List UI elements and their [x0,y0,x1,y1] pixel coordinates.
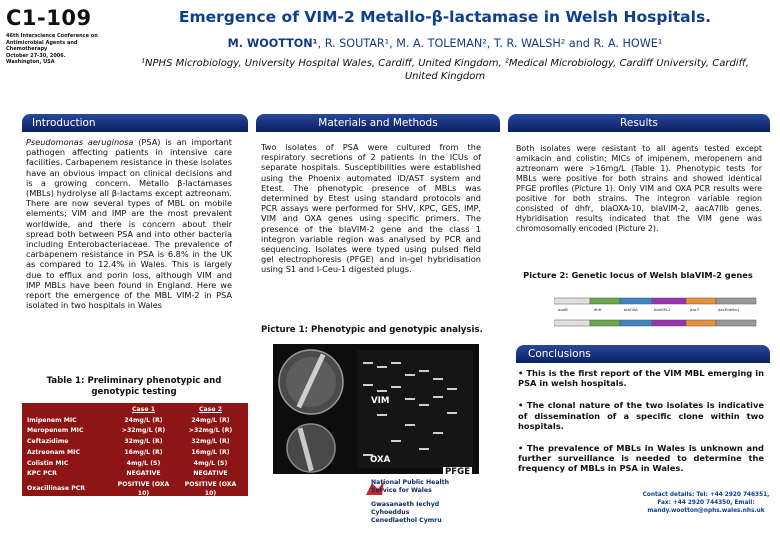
results-table [26,405,244,531]
table-row-label: Meropenem MIC [27,427,84,435]
table-row-label: VIM PCR [27,511,57,519]
conclusion-text: The clonal nature of the two isolates is indicative of dissemination of a specific clone within two hospitals. [518,400,764,431]
author: M. WOOTTON¹ [227,37,318,50]
author: R. A. HOWE¹ [593,37,663,50]
author: R. SOUTAR¹ [324,37,390,50]
table-row-label: Ceftazidime [27,438,69,446]
table-cell: POSITIVE (OXA 10) [117,480,170,497]
table-row [26,480,244,499]
locus-row-2 [554,320,756,326]
table-cell: 24mg/L (R) [124,416,163,424]
conference-line: Chemotherapy [6,46,48,52]
table-cell: >32mg/L (R) [188,427,233,435]
oxa-label: OXA [370,455,391,465]
table-header: Case 1 [131,406,156,413]
table-row [26,426,244,437]
gene-label: qacEdelta1 [718,307,740,312]
table-row-label: Colistin MIC [27,459,69,467]
table-row [26,510,244,521]
pfge-label: PFGE [445,467,471,477]
affiliations [112,57,778,83]
table-cell: 16mg/L (R) [191,448,230,456]
author-list: M. WOOTTON¹, R. SOUTAR¹, M. A. TOLEMAN², T. R. WALSH² and R. A. HOWE¹ [227,37,663,50]
table-cell: 24mg/L (R) [191,416,230,424]
gene-label: aac7 [690,307,700,312]
methods-heading: Materials and Methods [256,114,500,132]
poster-title: Emergence of VIM-2 Metallo-β-lactamase in Welsh Hospitals. [178,8,712,26]
table-row [26,499,244,510]
table-cell: NEGATIVE [126,500,161,508]
conference-info [6,33,118,66]
table-header: Case 2 [198,406,223,413]
table-row-label: Imipenem MIC [27,416,77,424]
table-cell: NEGATIVE [193,521,228,529]
table-row [26,469,244,480]
table-row [26,521,244,532]
table-row-label: GES PCR [27,521,57,529]
conclusion-item: • The clonal nature of the two isolates is indicative of dissemination of a specific clone within two hospitals. [518,400,764,431]
contact-details: Contact details: Tel: +44 2920 746351, Fax: +44 2920 744350, Email: mandy.wootton@nphs.wales.nhs.uk [642,492,770,514]
conference-line: October 27-30, 2006. [6,52,66,59]
conclusions-list [518,368,764,474]
table-row-label: Oxacillinase PCR [27,485,86,493]
picture1-caption: Picture 1: Phenotypic and genotypic analysis. [261,325,483,335]
results-heading: Results [508,114,770,132]
logo-line: National Public Health [371,479,450,486]
table-row [26,459,244,470]
table-cell: NEGATIVE [193,470,228,478]
conclusion-item: • The prevalence of MBLs in Wales is unknown and further surveillance is needed to determine the frequency of MBLs in PSA in Wales. [518,443,764,474]
table-cell: POSITIVE [194,511,227,519]
table1-panel [22,403,248,529]
table-row [26,448,244,459]
table-header-row [26,405,244,416]
conference-line: Washington, USA [6,59,55,65]
conclusion-item: • This is the first report of the VIM MBL emerging in PSA in welsh hospitals. [518,368,764,389]
conference-line: 46th Interscience Conference on [6,33,98,39]
table-cell: NEGATIVE [126,470,161,478]
locus-row-1 [554,298,756,304]
gene-label: dhfr [594,307,602,312]
conclusions-heading: Conclusions [516,345,770,363]
logo-line: Service for Wales [371,487,432,494]
logo-line: Gwasanaeth Iechyd Cyhoeddus [371,501,440,516]
introduction-body: (PSA) is an important pathogen affecting patients in intensive care facilities. Carbapenem resistance in these isolates have an obvious impact on clinical decisions and is a growing concern. Metallo β-lactamases (MBLs) hydrolyse all β-lactams except aztreonam. There are now several types of MBL on mobile elements; VIM and IMP are the most prevalent worldwide, and there is concern about their spread both between PSA and into other bacteria including Enterobacteriaceae. The prevalence of carbapenem resistance in PSA is 6.8% in the UK as compared to 12.4% in Wales. This is largely due to efflux and porin loss, although VIM and IMP MBLs have been found in England. Here we report the emergence of the MBL VIM-2 in PSA isolated in two hospitals in Wales [26,137,233,311]
table-row-label: Aztreonam MIC [27,448,81,456]
table-row [26,416,244,427]
organism-name: Pseudomonas aeruginosa [26,137,134,147]
table1-caption: Table 1: Preliminary phenotypic and genotypic testing [46,376,222,397]
logo-line: Cenedlaethol Cymru [371,517,442,524]
genetic-locus-diagram [554,294,758,340]
table-cell: NEGATIVE [193,500,228,508]
table-cell: 16mg/L (R) [124,448,163,456]
methods-text: Two isolates of PSA were cultured from the respiratory secretions of 2 patients in the ICUs of separate hospitals. Susceptibilities were established using the Phoenix automated ID/AST system and Etest. The phenotypic presence of MBLs was determined by Etest using standard protocols and PCR assays were performed for SHV, KPC, GES, IMP, VIM and OXA genes using specific primers. The presence of the blaVIM-2 gene and the class 1 integron variable region was analysed by PCR and sequencing. Isolates were typed using pulsed field gel electrophoresis (PFGE) and in-gel hybridisation using S1 and I-Ceu-1 digested plugs. [261,142,481,275]
gene-label: blaVIM-2 [654,307,671,312]
table-row-label: IMP PCR [27,500,56,508]
gene-label: blaOXA [624,307,638,312]
table-cell: >32mg/L (R) [121,427,166,435]
conclusion-text: This is the first report of the VIM MBL emerging in PSA in welsh hospitals. [518,368,764,389]
affiliation-line: United Kingdom [404,71,486,82]
table-cell: 32mg/L (R) [191,438,230,446]
table-cell: 4mg/L (S) [126,459,161,467]
table-cell: POSITIVE [127,511,160,519]
introduction-heading: Introduction [22,114,248,132]
vim-label: VIM [371,396,390,406]
introduction-text [26,137,232,310]
table-cell: POSITIVE (OXA 10) [184,480,237,497]
conference-line: Antimicrobial Agents and [6,39,78,46]
poster-code: C1-109 [6,6,92,30]
table-row [26,437,244,448]
author: M. A. TOLEMAN² [396,37,487,50]
affiliation-line: ¹NPHS Microbiology, University Hospital Wales, Cardiff, United Kingdom, ²Medical Microbiology, Cardiff University, Cardiff, [141,58,749,69]
table-row-label: KPC PCR [27,470,57,478]
table-header [26,405,110,416]
conclusion-text: The prevalence of MBLs in Wales is unknown and further surveillance is needed to determine the frequency of MBLs in PSA in Wales. [518,443,764,474]
picture2 [554,294,758,340]
author: T. R. WALSH² [493,37,566,50]
results-text: Both isolates were resistant to all agents tested except amikacin and colistin; MICs of imipenem, meropenem and aztreonam were >16mg/L (Table 1). Phenotypic tests for MBLs were positive for both strains and showed identical PFGE profiles (Picture 1). Only VIM and OXA PCR results were positive for both strains. The integron variable region consisted of dhfr, blaOXA-10, blaVIM-2, aacA7IIb genes. Hybridisation results indicated that the VIM gene was chromosomally encoded (Picture 2). [516,144,762,233]
gene-label: aadB [558,307,568,312]
table-cell: NEGATIVE [126,521,161,529]
nphs-logo [364,475,474,535]
table-cell: 4mg/L (S) [193,459,228,467]
table-cell: 32mg/L (R) [124,438,163,446]
picture2-caption: Picture 2: Genetic locus of Welsh blaVIM-2 genes [523,270,753,280]
